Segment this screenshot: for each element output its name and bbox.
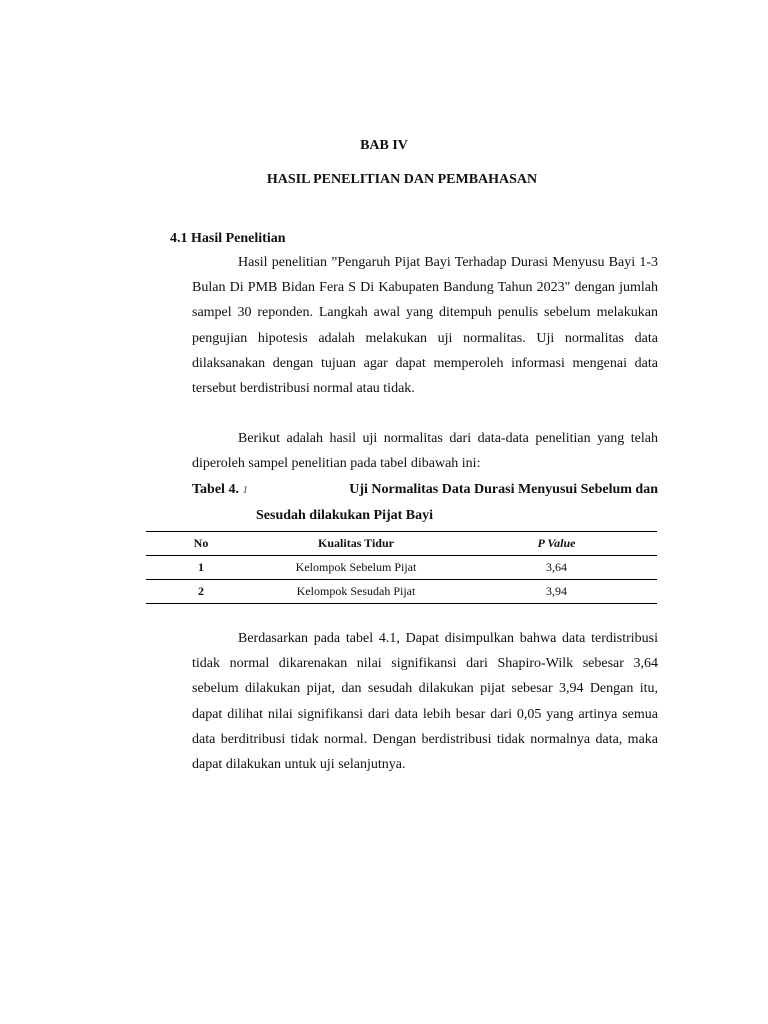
header-no: No: [193, 536, 209, 550]
header-p-value: P Value: [537, 536, 576, 550]
cell-group: Kelompok Sesudah Pijat: [296, 584, 416, 598]
paragraph-intro-text: Hasil penelitian ”Pengaruh Pijat Bayi Terhadap Durasi Menyusu Bayi 1-3 Bulan Di PMB Bidan Fera S Di Kabupaten Bandung Tahun 2023" dengan jumlah sampel 30 reponden. Langkah awal yang ditempuh penulis sebelum melakukan pengujian hipotesis adalah melakukan uji normalitas. Uji normalitas data dilaksanakan dengan tujuan agar dapat memperoleh informasi mengenai data tersebut berdistribusi normal atau tidak.: [192, 255, 658, 397]
paragraph-table-intro: [192, 426, 658, 476]
table-caption-line-1: [192, 477, 658, 503]
table-row: [146, 556, 657, 580]
header-kualitas-tidur: Kualitas Tidur: [318, 536, 394, 550]
caption-label-text: Tabel 4.: [192, 482, 239, 497]
cell-no: 2: [198, 584, 204, 598]
table-row: [146, 580, 657, 604]
table-caption: [192, 477, 658, 528]
normality-table: [146, 531, 657, 604]
cell-no: 1: [198, 560, 204, 574]
cell-group: Kelompok Sebelum Pijat: [295, 560, 417, 574]
section-heading: 4.1 Hasil Penelitian: [170, 231, 286, 246]
paragraph-conclusion-text: Berdasarkan pada tabel 4.1, Dapat disimpulkan bahwa data terdistribusi tidak normal dikarenakan nilai signifikansi dari Shapiro-Wilk sebesar 3,64 sebelum dilakukan pijat, dan sesudah dilakukan pijat sebesar 3,94 Dengan itu, dapat dilihat nilai signifikansi dari data lebih besar dari 0,05 yang artinya semua data berditribusi tidak normal. Dengan berdistribusi tidak normalnya data, maka dapat dilakukan untuk uji selanjutnya.: [192, 631, 658, 773]
caption-line-1-text: Uji Normalitas Data Durasi Menyusui Sebelum dan: [349, 482, 658, 497]
caption-number: 1: [242, 484, 248, 496]
chapter-heading: BAB IV: [360, 138, 408, 153]
table-header-row: [146, 532, 657, 556]
paragraph-conclusion: [192, 626, 658, 777]
cell-p-value: 3,64: [546, 560, 567, 574]
caption-line-2-text: Sesudah dilakukan Pijat Bayi: [256, 508, 434, 524]
table-caption-label: [192, 477, 248, 503]
paragraph-intro: [192, 250, 658, 401]
chapter-title: HASIL PENELITIAN DAN PEMBAHASAN: [266, 172, 538, 187]
cell-p-value: 3,94: [546, 584, 567, 598]
paragraph-table-intro-text: Berikut adalah hasil uji normalitas dari data-data penelitian yang telah diperoleh sampel penelitian pada tabel dibawah ini:: [192, 431, 658, 472]
